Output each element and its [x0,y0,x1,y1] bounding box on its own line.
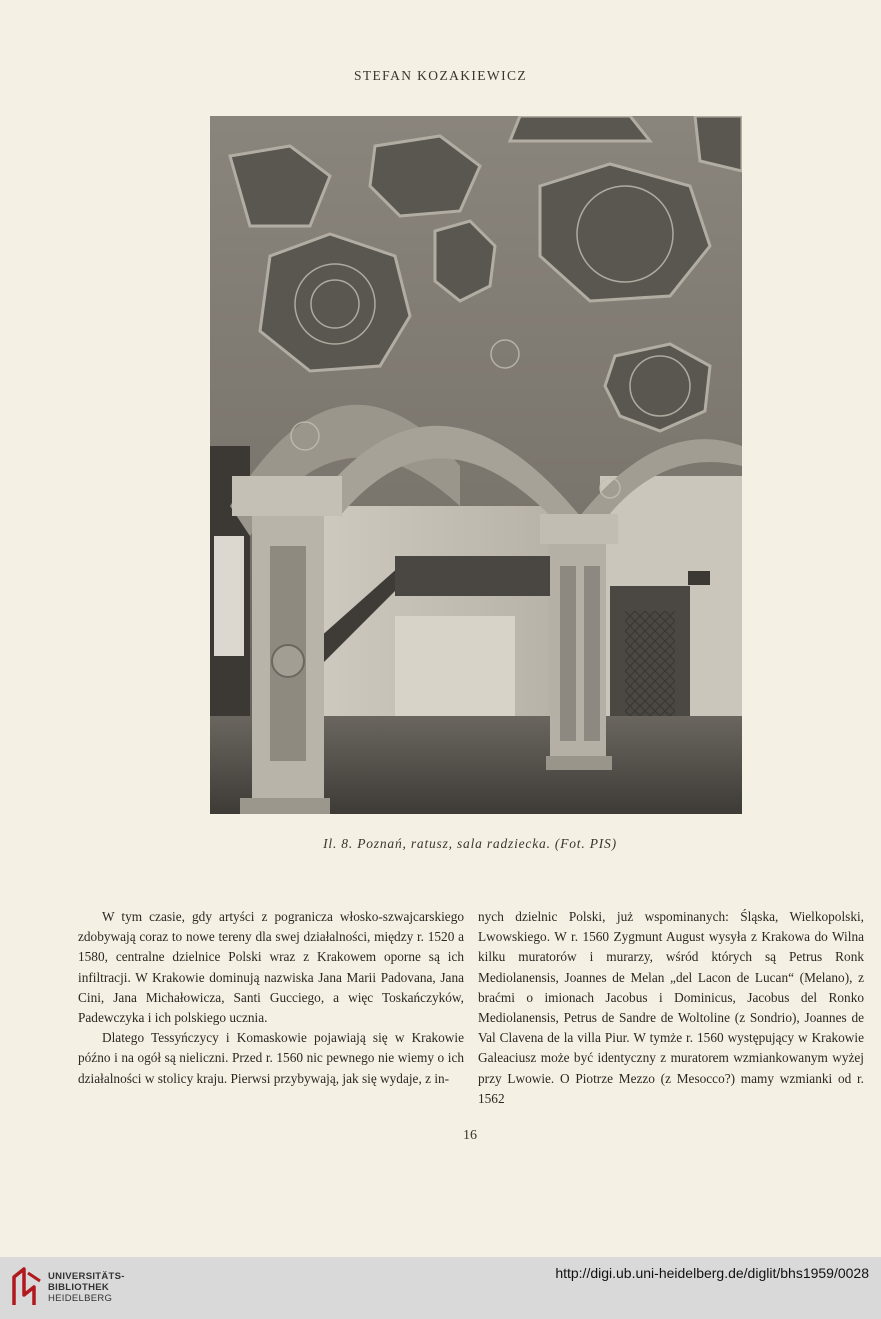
paragraph: Dlatego Tessyńczycy i Komaskowie pojawiają się w Krakowie późno i na ogół są nieliczni. Przed r. 1560 nic pewnego nie wiemy o ich działalności w stolicy kraju. Pierwsi przybywają, jak się wydaje, z in- [78,1030,464,1086]
logo-line: BIBLIOTHEK [48,1282,110,1293]
paragraph: W tym czasie, gdy artyści z pogranicza włosko-szwajcarskiego zdobywają coraz to nowe tereny dla swej działalności, między r. 1520 a 1580, centralne dzielnice Polski wraz z Krakowem oporne są ich infiltracji. W Krakowie dominują nazwiska Jana Marii Padovana, Jana Cini, Jana Michałowicza, Santi Gucciego, a więc Toskańczyków, Padewczyka i ich polskiego ucznia. [78,909,464,1026]
page-number: 16 [463,1128,477,1143]
viewer-footer-bar [0,1257,881,1319]
figure-caption: Il. 8. Poznań, ratusz, sala radziecka. (Fot. PIS) [323,836,617,851]
paragraph: nych dzielnic Polski, już wspominanych: Śląska, Wielkopolski, Lwowskiego. W r. 1560 Zygmunt August wysyła z Krakowa do Wilna kilku muratorów i murarzy, wśród których są Petrus Ronk Mediolanensis, Joannes de Melan „del Lacon de Lucan“ (Melano), z braćmi o imionach Jacobus i Dominicus, Jacobus del Ronko Mediolanensis, Petrus de Sandre de Woltoline (z Sondrio), Joannes de Val Clavena de la villa Piur. W tymże r. 1560 występujący w Krakowie Galeaciusz może być identyczny z muratorem wzmiankowanym wyżej przy Lwowie. O Piotrze Mezzo (z Mesocco?) mamy wzmianki od r. 1562 [478,909,864,1106]
text-column-left [78,907,464,1089]
library-logo-text[interactable] [48,1271,125,1304]
permalink-url[interactable]: http://digi.ub.uni-heidelberg.de/diglit/bhs1959/0028 [555,1265,869,1281]
text-column-right [478,907,864,1109]
logo-line: HEIDELBERG [48,1293,113,1304]
running-head: STEFAN KOZAKIEWICZ [353,68,528,83]
logo-line: UNIVERSITÄTS- [48,1271,125,1282]
photograph-council-hall [210,116,742,814]
heidelberg-library-logo-icon[interactable] [10,1265,44,1309]
